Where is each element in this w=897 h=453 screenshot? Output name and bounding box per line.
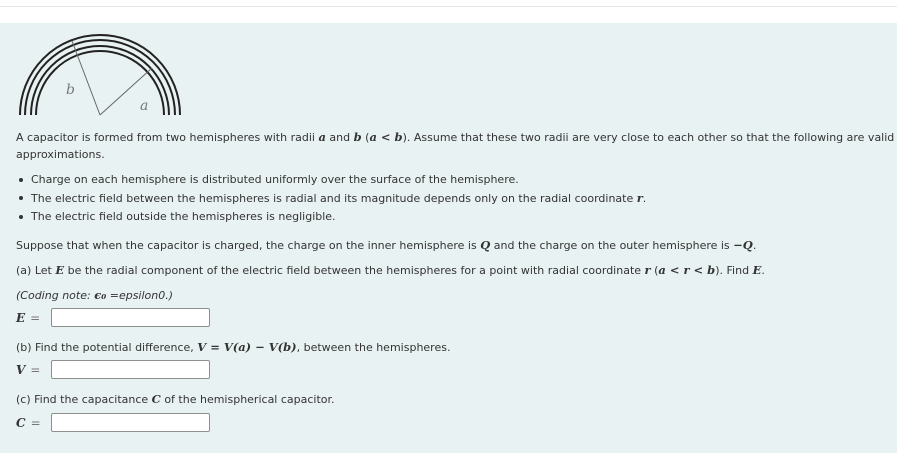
suppose-text-2: and the charge on the outer hemisphere is <box>490 239 734 252</box>
answer-symbol-c: C <box>16 415 26 430</box>
part-c-text-1: (c) Find the capacitance <box>16 393 152 406</box>
intro-text-3: ( <box>361 131 370 144</box>
symbol-r: r <box>644 263 651 277</box>
symbol-b: b <box>353 130 362 144</box>
bullet-text-3: The electric field outside the hemispheres is negligible. <box>31 210 336 223</box>
label-b: b <box>66 82 75 98</box>
answer-row-e <box>16 308 210 327</box>
intro-text-4: ). Assume that these two radii are very close to each other so that the following are valid <box>402 131 895 144</box>
symbol-neg-q: −Q <box>733 238 753 252</box>
label-a: a <box>140 98 149 114</box>
part-c-question <box>16 391 335 408</box>
symbol-q: Q <box>480 238 491 252</box>
part-a-text-1: (a) Let <box>16 264 56 277</box>
list-item <box>16 208 646 226</box>
answer-symbol-e: E <box>16 310 26 325</box>
intro-line-1 <box>16 129 894 146</box>
symbol-e: E <box>752 263 762 277</box>
suppose-text-1: Suppose that when the capacitor is charged, the charge on the inner hemisphere is <box>16 239 481 252</box>
suppose-text-3: . <box>752 239 757 252</box>
answer-input-v[interactable] <box>51 360 210 379</box>
answer-label-e <box>16 311 51 325</box>
part-b-question <box>16 339 450 356</box>
equals-sign: = <box>30 362 41 377</box>
r-condition: a < r < b <box>658 263 716 277</box>
part-b-text-2: , between the hemispheres. <box>296 341 451 354</box>
hemisphere-figure <box>0 33 200 123</box>
part-a-text-4: ). Find <box>715 264 753 277</box>
symbol-r: r <box>636 191 643 205</box>
answer-label-v <box>16 363 51 377</box>
answer-input-c[interactable] <box>51 413 210 432</box>
coding-note-text-1: (Coding note: <box>16 289 95 302</box>
list-item: The electric field between the hemispheres is radial and its magnitude depends only on the radial coordinate r. <box>16 189 646 208</box>
potential-difference-expression: V = V(a) − V(b) <box>197 340 297 354</box>
part-c-text-2: of the hemispherical capacitor. <box>160 393 335 406</box>
radius-condition: a < b <box>369 130 403 144</box>
intro-text-1: A capacitor is formed from two hemispheres with radii <box>16 131 319 144</box>
answer-label-c <box>16 416 51 430</box>
bullet-text-2: The electric field between the hemispheres is radial and its magnitude depends only on the radial coordinate <box>31 192 637 205</box>
list-item <box>16 171 646 189</box>
intro-text-2: and <box>325 131 354 144</box>
answer-row-v <box>16 360 210 379</box>
suppose-text <box>16 237 756 254</box>
symbol-epsilon0: ϵ₀ <box>94 288 107 302</box>
answer-row-c <box>16 413 210 432</box>
intro-line-2: approximations. <box>16 148 105 161</box>
coding-note <box>16 287 173 304</box>
equals-sign: = <box>30 310 41 325</box>
answer-symbol-v: V <box>16 362 26 377</box>
coding-note-text-2: =epsilon0.) <box>106 289 174 302</box>
symbol-e: E <box>55 263 65 277</box>
part-a-text-2: be the radial component of the electric field between the hemispheres for a point with radial coordinate <box>64 264 645 277</box>
problem-panel <box>0 23 897 453</box>
top-divider <box>0 6 897 7</box>
part-a-question <box>16 262 765 279</box>
part-b-text-1: (b) Find the potential difference, <box>16 341 198 354</box>
answer-input-e[interactable] <box>51 308 210 327</box>
approximations-list <box>16 171 646 226</box>
equals-sign: = <box>30 415 41 430</box>
symbol-c: C <box>151 392 161 406</box>
symbol-a: a <box>318 130 326 144</box>
part-a-text-5: . <box>761 264 765 277</box>
part-a-text-3: ( <box>650 264 659 277</box>
bullet-text-1: Charge on each hemisphere is distributed uniformly over the surface of the hemisphere. <box>31 173 519 186</box>
